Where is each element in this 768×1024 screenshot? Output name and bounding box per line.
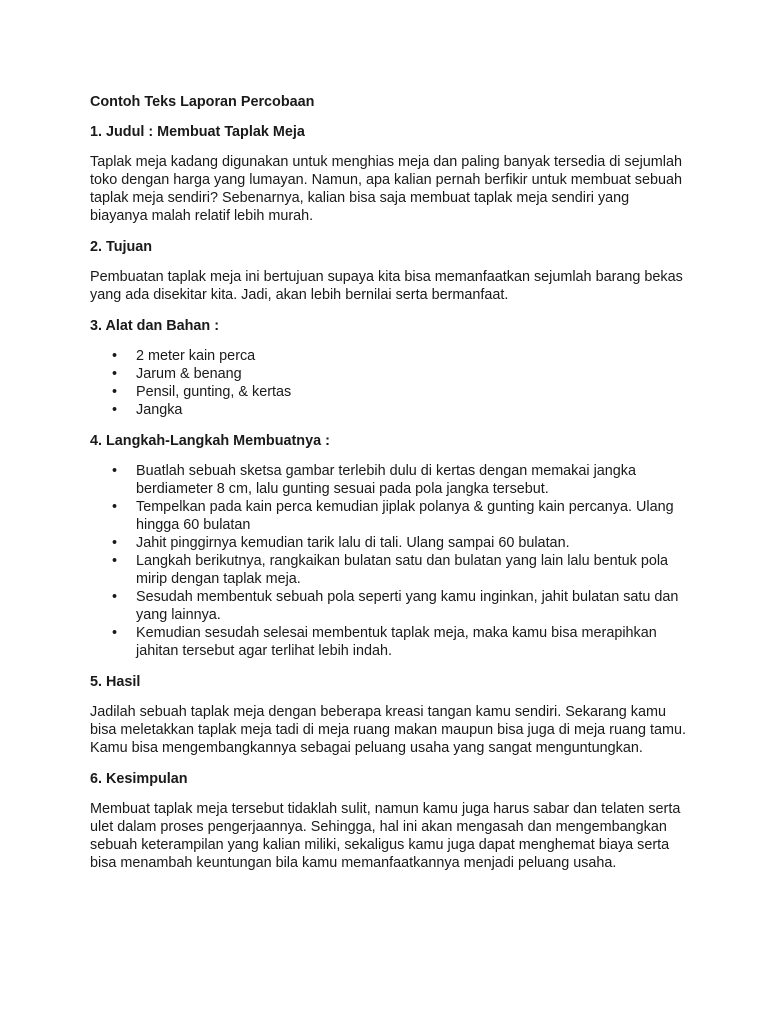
section-heading-hasil: 5. Hasil — [90, 674, 141, 690]
document-page — [90, 93, 690, 885]
section-heading-alat: 3. Alat dan Bahan : — [90, 318, 220, 334]
section-paragraph-kesimpulan: Membuat taplak meja tersebut tidaklah sulit, namun kamu juga harus sabar dan telaten serta ulet dalam proses pengerjaannya. Sehingga, hal ini akan mengasah dan mengembangkan sebuah keterampilan yang kalian miliki, sekaligus kamu juga dapat menghemat biaya serta bisa menambah keuntungan bila kamu memanfaatkannya menjadi peluang usaha. — [90, 801, 681, 871]
list-item: • Buatlah sebuah sketsa gambar terlebih dulu di kertas dengan memakai jangka berdiameter 8 cm, lalu gunting sesuai pada pola jangka tersebut. — [136, 462, 690, 498]
section-heading-kesimpulan: 6. Kesimpulan — [90, 771, 188, 787]
list-item: • Sesudah membentuk sebuah pola seperti yang kamu inginkan, jahit bulatan satu dan yang lainnya. — [136, 588, 690, 624]
section-heading-tujuan: 2. Tujuan — [90, 239, 153, 255]
section-paragraph-hasil: Jadilah sebuah taplak meja dengan beberapa kreasi tangan kamu sendiri. Sekarang kamu bisa meletakkan taplak meja tadi di meja ruang makan maupun bisa juga di meja ruang tamu. Kamu bisa mengembangkannya sebagai peluang usaha yang sangat menguntungkan. — [90, 704, 686, 756]
list-item: • Kemudian sesudah selesai membentuk taplak meja, maka kamu bisa merapihkan jahitan tersebut agar terlihat lebih indah. — [136, 624, 690, 660]
section-heading-langkah: 4. Langkah-Langkah Membuatnya : — [90, 433, 330, 449]
list-item: • Langkah berikutnya, rangkaikan bulatan satu dan bulatan yang lain lalu bentuk pola mirip dengan taplak meja. — [136, 552, 690, 588]
section-paragraph-judul: Taplak meja kadang digunakan untuk menghias meja dan paling banyak tersedia di sejumlah toko dengan harga yang lumayan. Namun, apa kalian pernah berfikir untuk membuat sebuah taplak meja sendiri? Sebenarnya, kalian bisa saja membuat taplak meja sendiri yang biayanya malah relatif lebih murah. — [90, 154, 682, 224]
list-item: • Jahit pinggirnya kemudian tarik lalu di tali. Ulang sampai 60 bulatan. — [136, 534, 690, 552]
section-paragraph-tujuan: Pembuatan taplak meja ini bertujuan supaya kita bisa memanfaatkan sejumlah barang bekas yang ada disekitar kita. Jadi, akan lebih bernilai serta bermanfaat. — [90, 269, 683, 303]
list-item: • Jarum & benang — [136, 365, 690, 383]
alat-list — [90, 347, 690, 419]
document-title: Contoh Teks Laporan Percobaan — [90, 94, 315, 110]
section-heading-judul: 1. Judul : Membuat Taplak Meja — [90, 124, 305, 140]
list-item: • 2 meter kain perca — [136, 347, 690, 365]
list-item: • Pensil, gunting, & kertas — [136, 383, 690, 401]
list-item: • Jangka — [136, 401, 690, 419]
list-item: • Tempelkan pada kain perca kemudian jiplak polanya & gunting kain percanya. Ulang hingga 60 bulatan — [136, 498, 690, 534]
langkah-list — [90, 462, 690, 660]
